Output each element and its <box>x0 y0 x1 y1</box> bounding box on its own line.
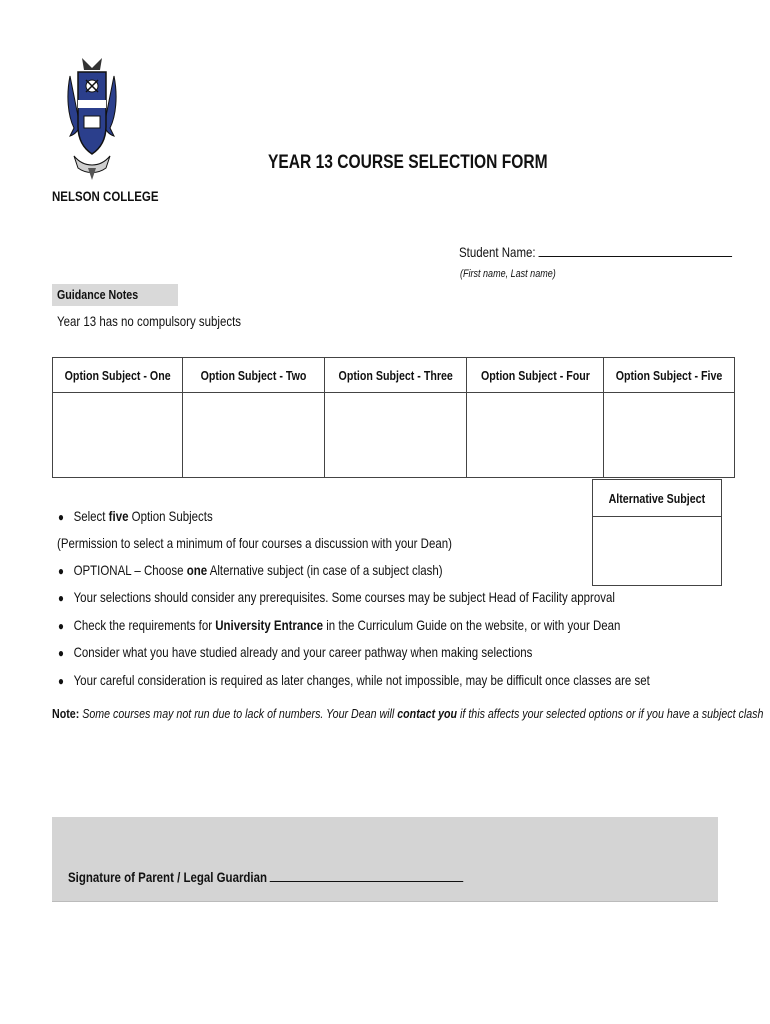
signature-line[interactable] <box>269 869 463 882</box>
option-header-five: Option Subject - Five <box>604 358 735 393</box>
option-header-one: Option Subject - One <box>53 358 183 393</box>
option-cell-four[interactable] <box>467 393 604 478</box>
student-name-hint: (First name, Last name) <box>460 268 556 280</box>
instruction-bullet-2: ● OPTIONAL – Choose one Alternative subject (in case of a subject clash) <box>58 562 443 578</box>
instruction-bullet-4: ● Check the requirements for University Entrance in the Curriculum Guide on the website, or with your Dean <box>58 617 621 633</box>
option-cell-three[interactable] <box>325 393 467 478</box>
option-subjects-table <box>52 357 735 478</box>
option-header-three: Option Subject - Three <box>325 358 467 393</box>
option-cell-two[interactable] <box>183 393 325 478</box>
alternative-header: Alternative Subject <box>593 480 722 517</box>
instruction-bullet-6: ● Your careful consideration is required as later changes, while not impossible, may be difficult once classes are set <box>58 672 650 688</box>
option-header-two: Option Subject - Two <box>183 358 325 393</box>
form-title: YEAR 13 COURSE SELECTION FORM <box>268 152 548 173</box>
option-cell-one[interactable] <box>53 393 183 478</box>
signature-section <box>52 817 718 902</box>
college-crest-logo <box>64 56 120 184</box>
student-name-label: Student Name: <box>459 244 536 260</box>
signature-label: Signature of Parent / Legal Guardian <box>68 869 268 885</box>
option-cell-five[interactable] <box>604 393 735 478</box>
alternative-subject-table <box>592 479 722 586</box>
instruction-bullet-3: ● Your selections should consider any prerequisites. Some courses may be subject Head of Facility approval <box>58 589 615 605</box>
note-text: Note: Some courses may not run due to lack of numbers. Your Dean will contact you if this affects your selected options or if you have a subject clash <box>52 706 764 721</box>
college-name: NELSON COLLEGE <box>52 188 159 204</box>
permission-note: (Permission to select a minimum of four courses a discussion with your Dean) <box>57 535 452 551</box>
guidance-notes-heading: Guidance Notes <box>52 284 178 306</box>
guidance-note: Year 13 has no compulsory subjects <box>57 313 242 329</box>
alternative-cell[interactable] <box>593 517 722 586</box>
student-name-line[interactable] <box>539 244 733 257</box>
option-header-four: Option Subject - Four <box>467 358 604 393</box>
student-name-field[interactable] <box>459 244 770 260</box>
instruction-bullet-1: ● Select five Option Subjects <box>58 508 213 524</box>
instruction-bullet-5: ● Consider what you have studied already and your career pathway when making selections <box>58 644 533 660</box>
